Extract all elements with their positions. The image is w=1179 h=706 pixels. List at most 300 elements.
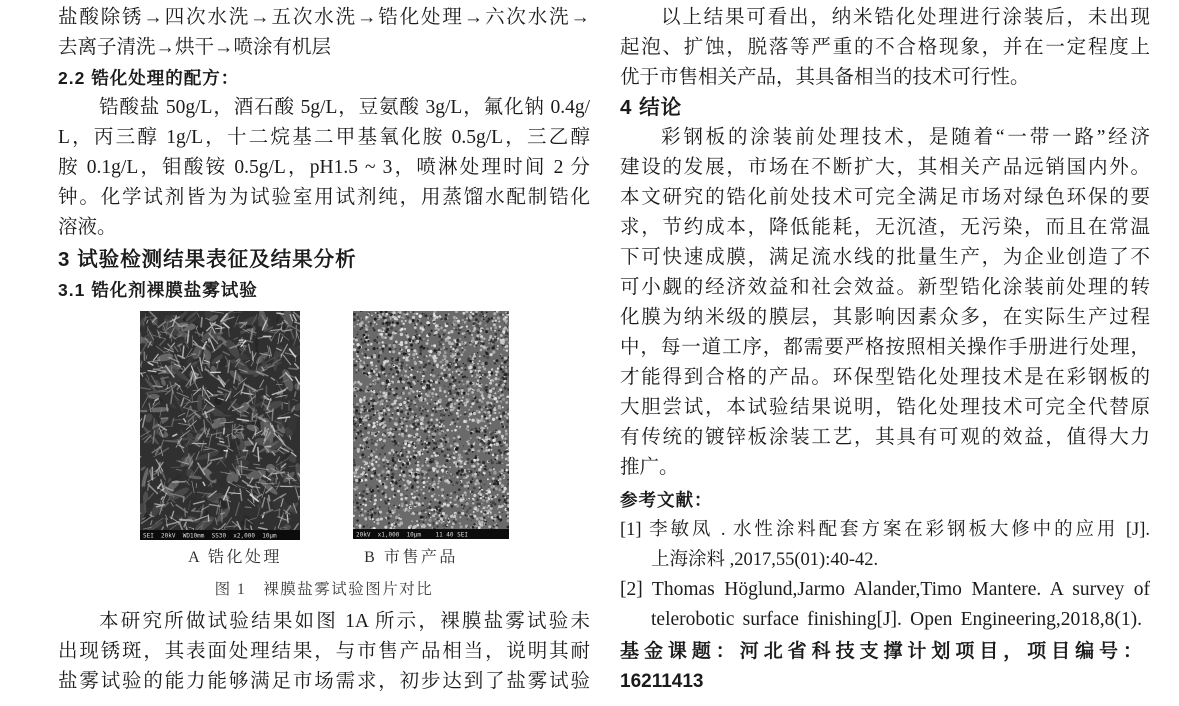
- micrograph-grain: [396, 362, 397, 363]
- figure-panel-label-b: B 市售产品: [364, 549, 458, 566]
- micrograph-grain: [471, 375, 473, 377]
- micrograph-grain: [489, 336, 491, 338]
- micrograph-grain: [435, 418, 438, 421]
- micrograph-grain: [482, 397, 485, 400]
- micrograph-grain: [380, 517, 383, 520]
- micrograph-grain: [376, 347, 378, 349]
- micrograph-grain: [409, 504, 411, 506]
- micrograph-grain: [371, 495, 373, 497]
- micrograph-grain: [485, 521, 487, 523]
- micrograph-grain: [496, 455, 498, 457]
- micrograph-grain: [371, 460, 373, 462]
- micrograph-grain: [474, 345, 476, 347]
- micrograph-grain: [367, 513, 370, 516]
- micrograph-grain: [378, 412, 381, 415]
- micrograph-grain: [398, 363, 401, 366]
- micrograph-grain: [481, 448, 483, 450]
- micrograph-grain: [481, 384, 483, 386]
- micrograph-grain: [403, 417, 404, 418]
- micrograph-grain: [463, 402, 466, 405]
- micrograph-grain: [479, 360, 481, 362]
- body-text-line: 有传统的镀锌板涂装工艺，其具有可观的效益，值得大力: [620, 427, 1150, 448]
- micrograph-grain: [413, 450, 415, 452]
- micrograph-grain: [359, 515, 361, 517]
- micrograph-info-text: SEI 20kV WD10mm SS30 x2,000 10μm: [143, 532, 277, 540]
- micrograph-grain: [475, 343, 477, 345]
- micrograph-grain: [493, 443, 495, 445]
- micrograph-grain: [427, 523, 429, 525]
- body-text-line: 优于市售相关产品，其具备相当的技术可行性。: [620, 67, 1030, 88]
- micrograph-grain: [431, 369, 434, 372]
- micrograph-grain: [426, 507, 428, 509]
- micrograph-grain: [388, 452, 391, 455]
- micrograph-grain: [388, 333, 391, 336]
- micrograph-grain: [379, 477, 381, 479]
- micrograph-grain: [498, 430, 501, 433]
- micrograph-grain: [456, 425, 458, 427]
- micrograph-grain: [472, 389, 474, 391]
- micrograph-grain: [453, 316, 456, 319]
- micrograph-grain: [377, 490, 380, 493]
- micrograph-grain: [379, 315, 382, 318]
- micrograph-grain: [373, 521, 375, 523]
- micrograph-grain: [492, 350, 495, 353]
- micrograph-grain: [491, 516, 494, 519]
- micrograph-grain: [459, 399, 461, 401]
- micrograph-grain: [356, 354, 358, 356]
- micrograph-grain: [245, 507, 251, 508]
- micrograph-grain: [484, 416, 486, 418]
- micrograph-grain: [420, 361, 423, 364]
- micrograph-grain: [354, 418, 356, 420]
- micrograph-grain: [458, 359, 460, 361]
- micrograph-grain: [391, 357, 394, 360]
- micrograph-grain: [470, 392, 472, 394]
- micrograph-grain: [444, 355, 447, 358]
- micrograph-grain: [446, 448, 448, 450]
- micrograph-grain: [367, 349, 369, 351]
- micrograph-grain: [374, 472, 377, 475]
- micrograph-grain: [404, 432, 405, 433]
- micrograph-grain: [381, 382, 384, 385]
- micrograph-grain: [462, 383, 464, 385]
- micrograph-grain: [431, 345, 433, 347]
- micrograph-grain: [505, 377, 508, 380]
- micrograph-grain: [499, 381, 502, 384]
- micrograph-grain: [393, 461, 396, 464]
- body-text-line: L，丙三醇 1g/L，十二烷基二甲基氧化胺 0.5g/L，三乙醇: [58, 127, 590, 148]
- micrograph-grain: [394, 526, 396, 528]
- micrograph-grain: [430, 501, 432, 503]
- micrograph-grain: [426, 516, 428, 518]
- micrograph-grain: [452, 371, 454, 373]
- micrograph-grain: [443, 525, 444, 526]
- micrograph-grain: [502, 345, 504, 347]
- micrograph-grain: [492, 346, 495, 349]
- micrograph-grain: [409, 408, 412, 411]
- micrograph-grain: [504, 470, 506, 472]
- micrograph-grain: [295, 392, 296, 396]
- micrograph-grain: [498, 330, 500, 332]
- micrograph-grain: [457, 339, 459, 341]
- micrograph-grain: [365, 472, 367, 474]
- micrograph-grain: [418, 512, 421, 515]
- micrograph-grain: [500, 416, 502, 418]
- micrograph-grain: [448, 449, 451, 452]
- micrograph-grain: [431, 413, 434, 416]
- micrograph-grain: [448, 386, 449, 387]
- micrograph-grain: [498, 511, 500, 513]
- micrograph-grain: [432, 396, 434, 398]
- micrograph-grain: [502, 488, 504, 490]
- micrograph-grain: [382, 492, 385, 495]
- micrograph-grain: [372, 400, 374, 402]
- micrograph-grain: [447, 454, 449, 456]
- micrograph-grain: [462, 387, 464, 389]
- micrograph-grain: [357, 388, 359, 390]
- micrograph-grain: [435, 460, 437, 462]
- micrograph-grain: [479, 371, 481, 373]
- micrograph-grain: [426, 347, 429, 350]
- micrograph-grain: [433, 524, 435, 526]
- micrograph-grain: [372, 373, 374, 375]
- micrograph-grain: [399, 485, 401, 487]
- micrograph-grain: [464, 364, 467, 367]
- micrograph-grain: [409, 340, 411, 342]
- micrograph-grain: [461, 380, 463, 382]
- micrograph-grain: [491, 388, 493, 390]
- micrograph-grain: [504, 387, 507, 390]
- micrograph-grain: [408, 510, 410, 512]
- micrograph-grain: [434, 513, 436, 515]
- micrograph-grain: [459, 388, 460, 389]
- micrograph-grain: [362, 460, 364, 462]
- micrograph-grain: [445, 445, 446, 446]
- micrograph-grain: [397, 519, 399, 521]
- micrograph-grain: [394, 423, 396, 425]
- micrograph-grain: [385, 330, 388, 333]
- micrograph-grain: [373, 451, 376, 454]
- micrograph-grain: [472, 526, 475, 529]
- micrograph-grain: [443, 420, 445, 422]
- micrograph-grain: [377, 464, 380, 467]
- micrograph-grain: [502, 445, 504, 447]
- micrograph-grain: [383, 364, 385, 366]
- micrograph-grain: [488, 371, 491, 374]
- micrograph-grain: [445, 374, 447, 376]
- micrograph-grain: [276, 384, 282, 385]
- micrograph-grain: [473, 515, 476, 518]
- micrograph-grain: [361, 342, 364, 345]
- micrograph-grain: [368, 456, 370, 458]
- micrograph-grain: [477, 482, 480, 485]
- micrograph-grain: [411, 520, 413, 522]
- micrograph-grain: [438, 375, 440, 377]
- micrograph-grain: [505, 502, 507, 504]
- micrograph-grain: [502, 394, 504, 396]
- micrograph-grain: [438, 514, 440, 516]
- micrograph-grain: [370, 477, 373, 480]
- micrograph-grain: [380, 410, 383, 413]
- micrograph-grain: [460, 496, 461, 497]
- micrograph-grain: [478, 437, 481, 440]
- micrograph-grain: [388, 392, 391, 395]
- micrograph-grain: [405, 320, 407, 322]
- micrograph-grain: [501, 484, 504, 487]
- micrograph-grain: [401, 320, 403, 322]
- micrograph-grain: [363, 417, 365, 419]
- micrograph-grain: [491, 317, 493, 319]
- reference-item-2: [2] Thomas Höglund,Jarmo Alander,Timo Mantere. A survey of: [620, 579, 1150, 600]
- micrograph-grain: [388, 509, 391, 512]
- micrograph-grain: [380, 419, 383, 422]
- micrograph-grain: [385, 427, 387, 429]
- micrograph-grain: [403, 442, 405, 444]
- micrograph-grain: [475, 419, 476, 420]
- micrograph-grain: [379, 347, 381, 349]
- micrograph-grain: [381, 447, 384, 450]
- micrograph-grain: [405, 497, 408, 500]
- micrograph-grain: [470, 366, 473, 369]
- micrograph-grain: [407, 412, 410, 415]
- micrograph-grain: [454, 423, 456, 425]
- micrograph-grain: [454, 358, 456, 360]
- micrograph-grain: [355, 337, 357, 339]
- micrograph-grain: [440, 348, 442, 350]
- micrograph-grain: [373, 321, 375, 323]
- body-text-line: 本研究所做试验结果如图 1A 所示，裸膜盐雾试验未: [99, 611, 590, 632]
- micrograph-grain: [472, 322, 475, 325]
- micrograph-grain: [425, 519, 427, 521]
- micrograph-grain: [399, 377, 402, 380]
- micrograph-grain: [412, 423, 415, 426]
- micrograph-grain: [391, 433, 394, 436]
- micrograph-grain: [490, 412, 492, 414]
- micrograph-grain: [363, 406, 365, 408]
- micrograph-grain: [394, 506, 396, 508]
- figure-1a-micrograph: [140, 311, 300, 540]
- micrograph-grain: [394, 466, 397, 469]
- micrograph-grain: [477, 363, 479, 365]
- micrograph-grain: [224, 428, 225, 434]
- micrograph-grain: [468, 443, 470, 445]
- micrograph-grain: [504, 357, 507, 360]
- micrograph-grain: [492, 338, 494, 340]
- micrograph-grain: [421, 393, 423, 395]
- micrograph-grain: [413, 490, 415, 492]
- micrograph-grain: [388, 507, 390, 509]
- micrograph-grain: [431, 478, 433, 480]
- micrograph-grain: [458, 384, 460, 386]
- micrograph-grain: [411, 493, 414, 496]
- micrograph-grain: [384, 486, 387, 489]
- micrograph-grain: [422, 347, 425, 350]
- micrograph-grain: [406, 504, 409, 507]
- micrograph-grain: [183, 442, 188, 457]
- micrograph-grain: [436, 464, 439, 467]
- micrograph-grain: [464, 316, 466, 318]
- micrograph-grain: [260, 499, 261, 503]
- micrograph-grain: [417, 484, 418, 485]
- micrograph-grain: [401, 430, 404, 433]
- micrograph-grain: [355, 388, 357, 390]
- micrograph-grain: [486, 373, 487, 374]
- micrograph-grain: [476, 499, 479, 502]
- micrograph-grain: [401, 393, 403, 395]
- micrograph-grain: [461, 466, 463, 468]
- micrograph-grain: [450, 455, 452, 457]
- micrograph-grain: [427, 317, 429, 319]
- micrograph-grain: [370, 526, 372, 528]
- micrograph-grain: [469, 507, 472, 510]
- body-text-line: 胺 0.1g/L，钼酸铵 0.5g/L，pH1.5 ~ 3，喷淋处理时间 2 分: [58, 157, 590, 178]
- micrograph-grain: [474, 353, 476, 355]
- micrograph-grain: [438, 329, 440, 331]
- micrograph-grain: [477, 380, 479, 382]
- micrograph-grain: [424, 326, 425, 327]
- micrograph-grain: [506, 450, 509, 453]
- micrograph-grain: [478, 431, 480, 433]
- micrograph-grain: [434, 334, 436, 336]
- micrograph-grain: [430, 418, 433, 421]
- micrograph-grain: [409, 474, 411, 476]
- micrograph-grain: [442, 464, 445, 467]
- micrograph-grain: [445, 409, 448, 412]
- micrograph-grain: [495, 333, 498, 336]
- micrograph-grain: [445, 468, 448, 471]
- micrograph-grain: [355, 500, 357, 502]
- micrograph-grain: [415, 433, 418, 436]
- micrograph-grain: [503, 476, 504, 477]
- micrograph-grain: [406, 378, 408, 380]
- micrograph-grain: [359, 399, 362, 402]
- micrograph-grain: [492, 439, 495, 442]
- micrograph-grain: [457, 368, 460, 371]
- micrograph-grain: [443, 390, 446, 393]
- micrograph-grain: [450, 350, 452, 352]
- micrograph-grain: [353, 358, 355, 360]
- micrograph-grain: [484, 314, 487, 317]
- micrograph-grain: [427, 428, 429, 430]
- micrograph-grain: [397, 357, 399, 359]
- micrograph-grain: [382, 330, 384, 332]
- micrograph-grain: [472, 313, 474, 315]
- micrograph-grain: [496, 400, 499, 403]
- micrograph-grain: [451, 379, 453, 381]
- micrograph-grain: [419, 352, 422, 355]
- micrograph-grain: [446, 459, 449, 462]
- micrograph-grain: [459, 438, 461, 440]
- micrograph-grain: [375, 393, 378, 396]
- micrograph-grain: [366, 356, 369, 359]
- micrograph-grain: [505, 411, 507, 413]
- micrograph-grain: [360, 425, 362, 427]
- micrograph-grain: [428, 487, 430, 489]
- micrograph-grain: [414, 525, 417, 528]
- micrograph-grain: [433, 510, 435, 512]
- section-heading-3: 3 试验检测结果表征及结果分析: [58, 248, 357, 271]
- micrograph-grain: [506, 417, 508, 419]
- micrograph-grain: [380, 333, 383, 336]
- micrograph-grain: [446, 504, 449, 507]
- micrograph-grain: [495, 435, 498, 438]
- micrograph-grain: [400, 410, 403, 413]
- micrograph-grain: [482, 474, 484, 476]
- micrograph-grain: [498, 488, 501, 491]
- micrograph-grain: [403, 369, 405, 371]
- micrograph-grain: [403, 509, 405, 511]
- micrograph-grain: [489, 422, 491, 424]
- micrograph-grain: [483, 413, 485, 415]
- body-text-line: 锆酸盐 50g/L，酒石酸 5g/L，豆氨酸 3g/L，氟化钠 0.4g/: [99, 97, 590, 118]
- micrograph-grain: [439, 341, 440, 342]
- micrograph-grain: [448, 368, 451, 371]
- micrograph-grain: [496, 348, 498, 350]
- micrograph-grain: [485, 324, 487, 326]
- micrograph-grain: [410, 344, 413, 347]
- micrograph-grain: [372, 389, 373, 390]
- micrograph-grain: [401, 505, 403, 507]
- micrograph-grain: [377, 360, 379, 362]
- micrograph-grain: [374, 428, 376, 430]
- micrograph-grain: [371, 314, 373, 316]
- micrograph-grain: [433, 364, 435, 366]
- micrograph-grain: [433, 482, 436, 485]
- micrograph-grain: [355, 409, 358, 412]
- micrograph-grain: [404, 501, 407, 504]
- micrograph-grain: [373, 414, 375, 416]
- micrograph-grain: [353, 459, 355, 461]
- micrograph-grain: [502, 512, 504, 514]
- micrograph-grain: [472, 465, 475, 468]
- micrograph-grain: [443, 491, 444, 492]
- micrograph-grain: [444, 323, 446, 325]
- micrograph-grain: [487, 408, 489, 410]
- micrograph-grain: [358, 358, 360, 360]
- micrograph-grain: [462, 508, 464, 510]
- micrograph-grain: [395, 348, 397, 350]
- micrograph-grain: [491, 505, 493, 507]
- micrograph-grain: [386, 404, 389, 407]
- micrograph-grain: [492, 454, 495, 457]
- micrograph-grain: [473, 511, 475, 513]
- micrograph-grain: [388, 468, 390, 470]
- micrograph-grain: [373, 458, 374, 459]
- micrograph-grain: [488, 525, 491, 528]
- micrograph-grain: [392, 350, 395, 353]
- micrograph-grain: [453, 394, 456, 397]
- micrograph-grain: [370, 397, 373, 400]
- micrograph-grain: [422, 378, 424, 380]
- micrograph-grain: [440, 417, 442, 419]
- micrograph-grain: [386, 467, 388, 469]
- body-text-line: 中，每一道工序，都需要严格按照相关操作手册进行处理，: [620, 337, 1150, 358]
- micrograph-grain: [433, 452, 435, 454]
- micrograph-grain: [474, 442, 476, 444]
- micrograph-grain: [411, 357, 412, 358]
- micrograph-grain: [359, 444, 361, 446]
- micrograph-grain: [482, 499, 485, 502]
- micrograph-grain: [446, 479, 449, 482]
- micrograph-grain: [462, 351, 464, 353]
- body-text-line: 才能得到合格的产品。环保型锆化处理技术是在彩钢板的: [620, 367, 1150, 388]
- micrograph-grain: [386, 313, 389, 316]
- micrograph-grain: [410, 374, 413, 377]
- micrograph-grain: [384, 336, 386, 338]
- micrograph-grain: [504, 319, 507, 322]
- micrograph-grain: [437, 512, 440, 515]
- micrograph-grain: [435, 424, 438, 427]
